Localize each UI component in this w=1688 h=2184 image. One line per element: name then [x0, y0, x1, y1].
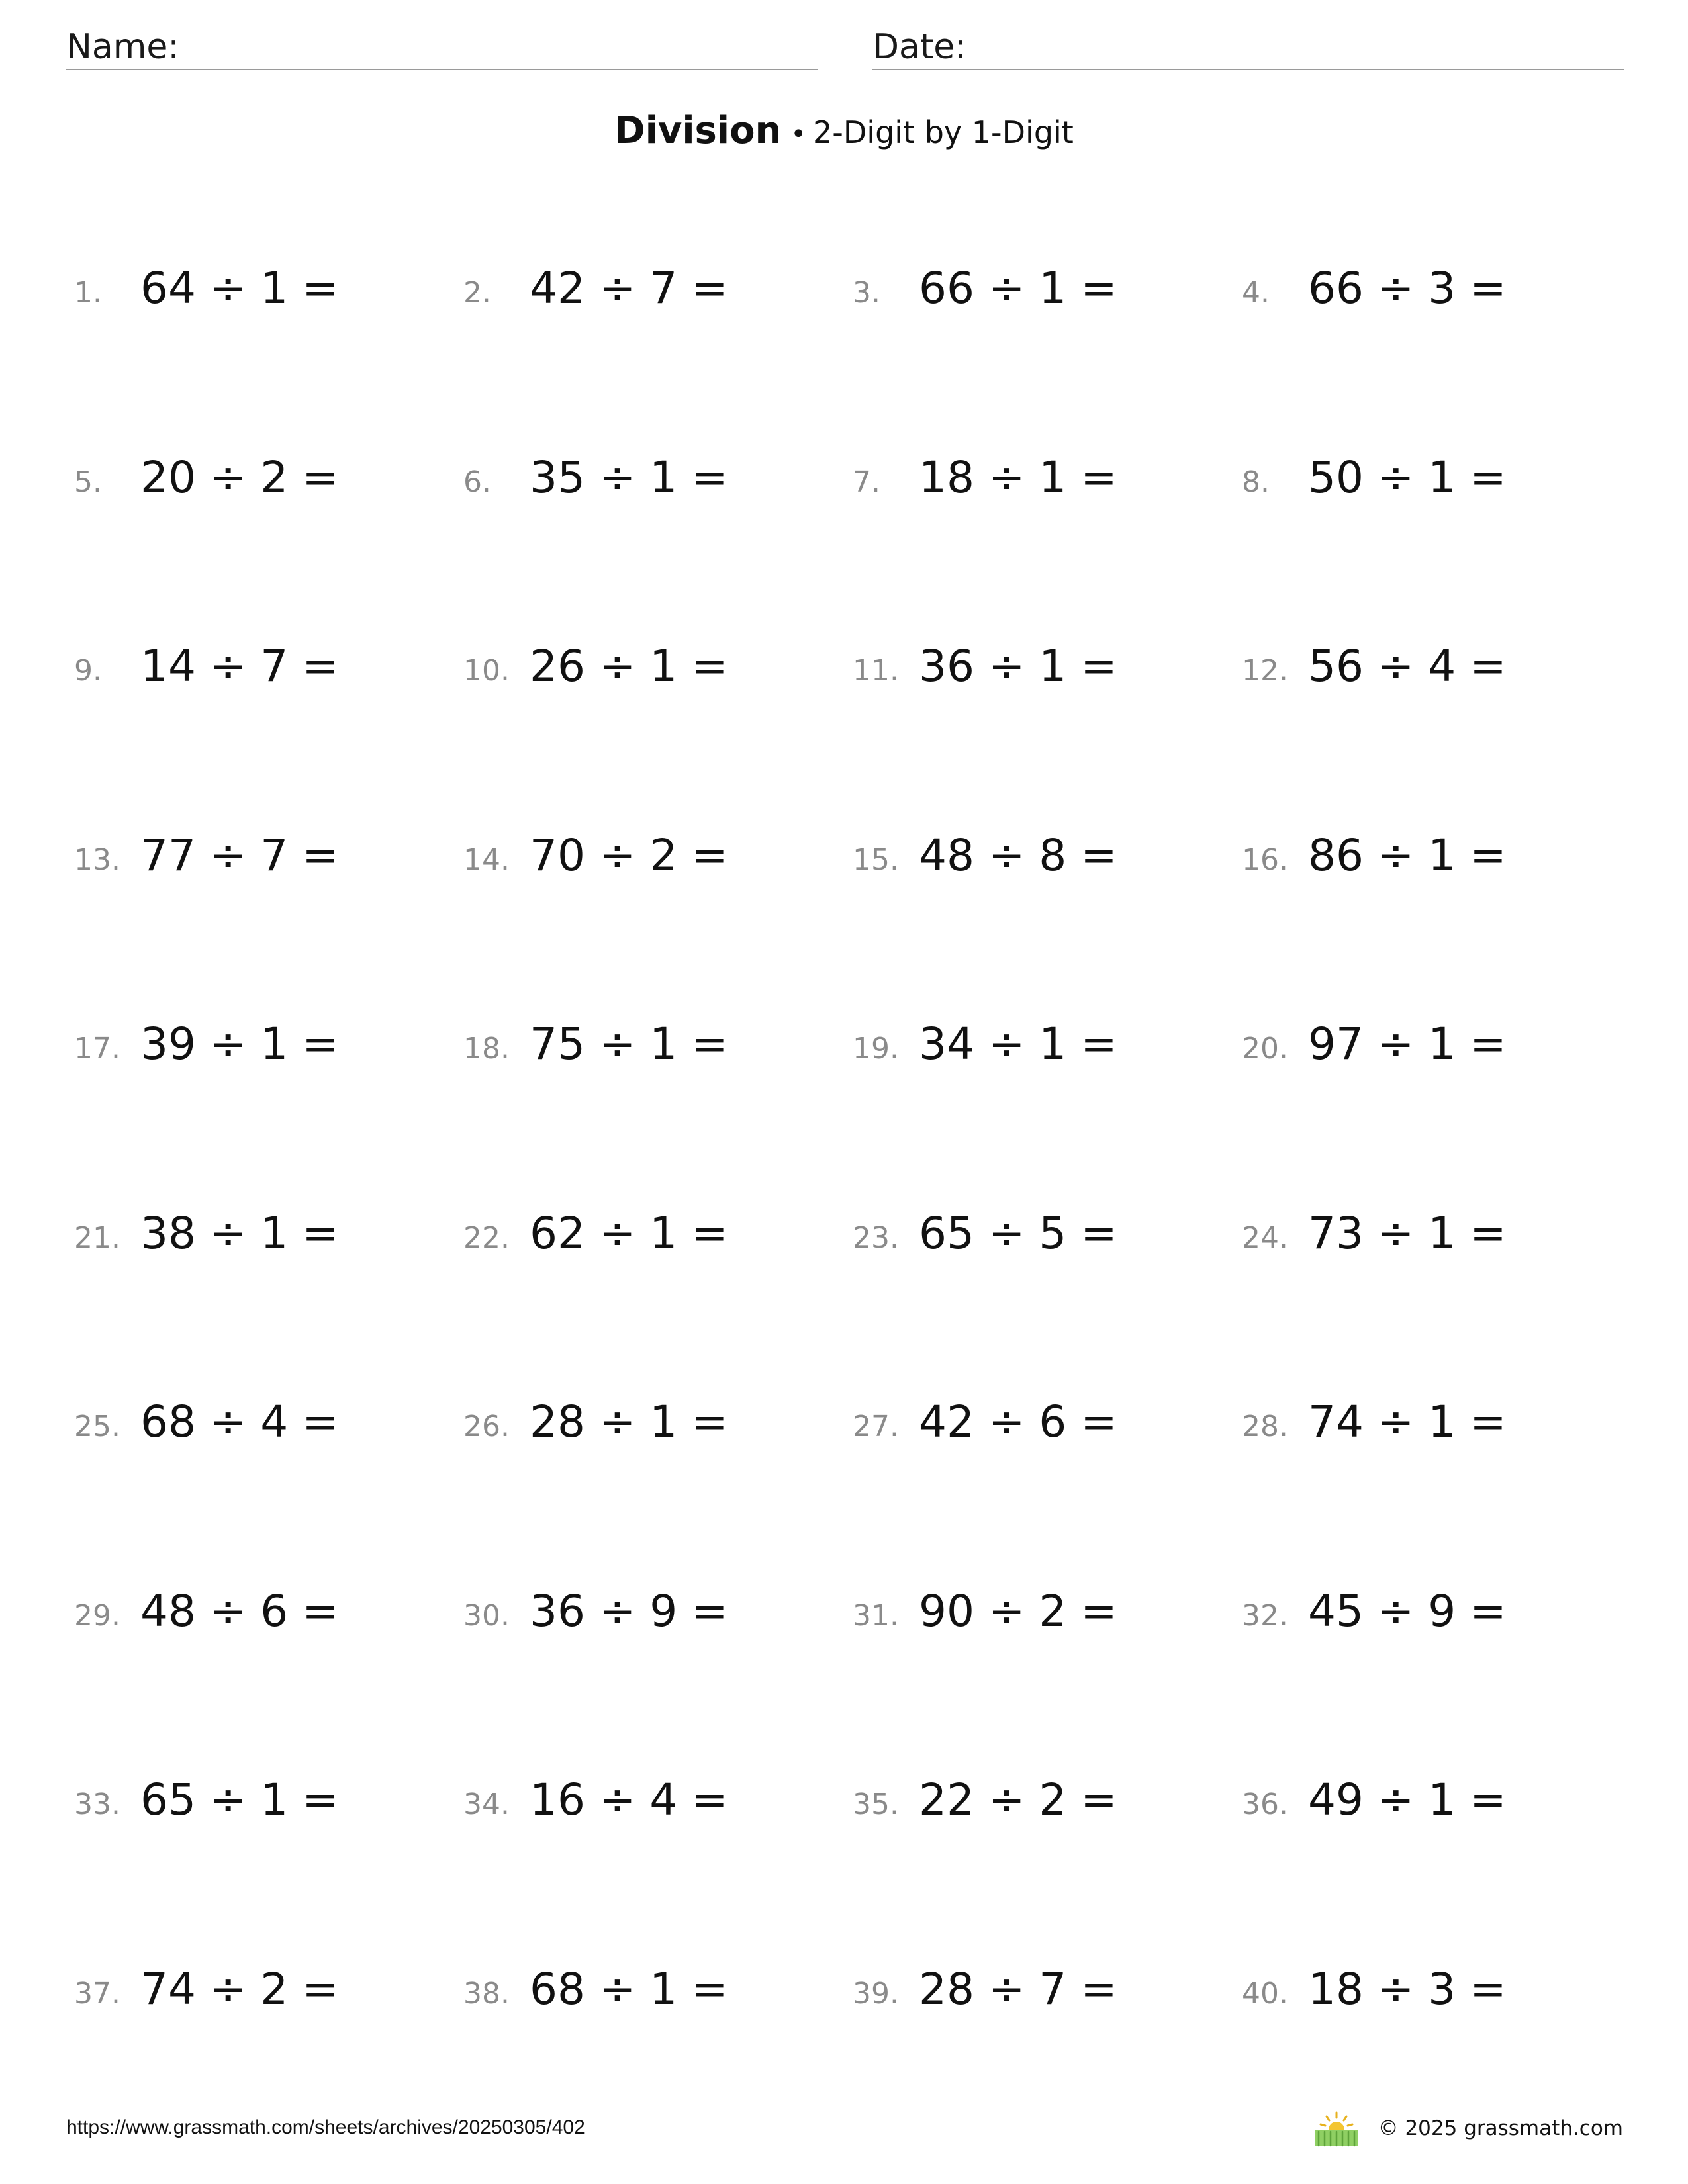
- problem-number: 8.: [1242, 465, 1270, 499]
- problem-item: [74, 1768, 445, 1835]
- problem-expression: 28 ÷ 7 =: [919, 1964, 1117, 2015]
- problem-item: [853, 1013, 1223, 1079]
- problem-item: [853, 257, 1223, 323]
- problem-expression: 26 ÷ 1 =: [530, 641, 728, 692]
- problem-expression: 39 ÷ 1 =: [140, 1019, 339, 1069]
- problem-expression: 36 ÷ 1 =: [919, 641, 1117, 692]
- problem-number: 31.: [853, 1599, 899, 1633]
- title-subtitle: 2-Digit by 1-Digit: [813, 114, 1074, 150]
- problem-expression: 16 ÷ 4 =: [530, 1774, 728, 1825]
- problem-item: [74, 1202, 445, 1268]
- problem-item: [1242, 1390, 1613, 1457]
- problem-expression: 74 ÷ 1 =: [1308, 1396, 1507, 1447]
- problem-expression: 14 ÷ 7 =: [140, 641, 339, 692]
- problem-expression: 90 ÷ 2 =: [919, 1586, 1117, 1637]
- problem-number: 36.: [1242, 1788, 1288, 1821]
- problem-item: [1242, 446, 1613, 512]
- footer-branding: [1312, 2109, 1623, 2148]
- date-label: Date:: [872, 27, 966, 67]
- problem-expression: 42 ÷ 7 =: [530, 263, 728, 314]
- title-main: Division: [614, 109, 782, 152]
- problem-number: 28.: [1242, 1410, 1288, 1443]
- problem-expression: 66 ÷ 1 =: [919, 263, 1117, 314]
- problem-expression: 65 ÷ 1 =: [140, 1774, 339, 1825]
- problem-expression: 20 ÷ 2 =: [140, 452, 339, 503]
- problem-expression: 97 ÷ 1 =: [1308, 1019, 1507, 1069]
- problem-number: 14.: [463, 843, 510, 877]
- problem-item: [1242, 1958, 1613, 2024]
- problem-item: [853, 1390, 1223, 1457]
- problem-number: 10.: [463, 654, 510, 688]
- problem-expression: 68 ÷ 4 =: [140, 1396, 339, 1447]
- problem-number: 38.: [463, 1977, 510, 2011]
- problem-item: [463, 1202, 834, 1268]
- problem-number: 19.: [853, 1032, 899, 1066]
- problem-expression: 49 ÷ 1 =: [1308, 1774, 1507, 1825]
- problem-item: [463, 1013, 834, 1079]
- problem-number: 29.: [74, 1599, 120, 1633]
- problem-number: 18.: [463, 1032, 510, 1066]
- problem-item: [1242, 1768, 1613, 1835]
- problem-number: 5.: [74, 465, 102, 499]
- problem-expression: 18 ÷ 3 =: [1308, 1964, 1507, 2015]
- problem-number: 20.: [1242, 1032, 1288, 1066]
- problem-expression: 22 ÷ 2 =: [919, 1774, 1117, 1825]
- problem-item: [463, 257, 834, 323]
- problem-item: [853, 1768, 1223, 1835]
- problem-number: 37.: [74, 1977, 120, 2011]
- problem-item: [853, 446, 1223, 512]
- problem-item: [463, 446, 834, 512]
- problem-expression: 77 ÷ 7 =: [140, 830, 339, 881]
- name-label: Name:: [66, 27, 179, 67]
- problem-expression: 66 ÷ 3 =: [1308, 263, 1507, 314]
- problem-number: 6.: [463, 465, 491, 499]
- problem-expression: 68 ÷ 1 =: [530, 1964, 728, 2015]
- problem-number: 23.: [853, 1221, 899, 1255]
- problem-expression: 38 ÷ 1 =: [140, 1208, 339, 1259]
- problem-expression: 34 ÷ 1 =: [919, 1019, 1117, 1069]
- problem-item: [1242, 1202, 1613, 1268]
- problem-item: [853, 1202, 1223, 1268]
- problem-item: [1242, 257, 1613, 323]
- problem-item: [74, 635, 445, 701]
- problem-number: 25.: [74, 1410, 120, 1443]
- grassmath-logo-icon: [1312, 2110, 1361, 2147]
- problem-number: 11.: [853, 654, 899, 688]
- problem-number: 9.: [74, 654, 102, 688]
- problem-expression: 48 ÷ 6 =: [140, 1586, 339, 1637]
- problem-item: [463, 1390, 834, 1457]
- date-field[interactable]: [872, 25, 1624, 70]
- problem-expression: 42 ÷ 6 =: [919, 1396, 1117, 1447]
- problem-number: 1.: [74, 276, 102, 310]
- problem-expression: 75 ÷ 1 =: [530, 1019, 728, 1069]
- problem-number: 3.: [853, 276, 880, 310]
- problem-item: [853, 824, 1223, 890]
- problem-number: 13.: [74, 843, 120, 877]
- problem-item: [74, 1580, 445, 1646]
- problem-item: [463, 1768, 834, 1835]
- problem-item: [1242, 635, 1613, 701]
- problem-expression: 36 ÷ 9 =: [530, 1586, 728, 1637]
- problem-number: 17.: [74, 1032, 120, 1066]
- footer-url: https://www.grassmath.com/sheets/archives/20250305/402: [66, 2116, 585, 2138]
- worksheet-title: [0, 105, 1688, 166]
- problem-expression: 18 ÷ 1 =: [919, 452, 1117, 503]
- problem-number: 7.: [853, 465, 880, 499]
- problem-expression: 56 ÷ 4 =: [1308, 641, 1507, 692]
- problem-number: 24.: [1242, 1221, 1288, 1255]
- problem-number: 4.: [1242, 276, 1270, 310]
- problem-expression: 70 ÷ 2 =: [530, 830, 728, 881]
- problem-item: [74, 1013, 445, 1079]
- problem-expression: 64 ÷ 1 =: [140, 263, 339, 314]
- name-field[interactable]: [66, 25, 818, 70]
- problem-number: 30.: [463, 1599, 510, 1633]
- problem-item: [74, 824, 445, 890]
- problem-number: 21.: [74, 1221, 120, 1255]
- problem-expression: 45 ÷ 9 =: [1308, 1586, 1507, 1637]
- problem-number: 22.: [463, 1221, 510, 1255]
- problem-item: [463, 824, 834, 890]
- problem-item: [853, 1958, 1223, 2024]
- problem-number: 39.: [853, 1977, 899, 2011]
- problem-item: [463, 1958, 834, 2024]
- problem-expression: 65 ÷ 5 =: [919, 1208, 1117, 1259]
- problem-expression: 74 ÷ 2 =: [140, 1964, 339, 2015]
- problem-expression: 86 ÷ 1 =: [1308, 830, 1507, 881]
- problem-number: 32.: [1242, 1599, 1288, 1633]
- problem-item: [1242, 1013, 1613, 1079]
- problem-item: [74, 1958, 445, 2024]
- problem-item: [1242, 824, 1613, 890]
- problem-expression: 50 ÷ 1 =: [1308, 452, 1507, 503]
- problem-item: [463, 1580, 834, 1646]
- problem-number: 2.: [463, 276, 491, 310]
- problem-expression: 48 ÷ 8 =: [919, 830, 1117, 881]
- problem-number: 16.: [1242, 843, 1288, 877]
- problem-number: 15.: [853, 843, 899, 877]
- problem-number: 35.: [853, 1788, 899, 1821]
- problem-number: 33.: [74, 1788, 120, 1821]
- title-separator: •: [790, 119, 806, 150]
- problem-expression: 62 ÷ 1 =: [530, 1208, 728, 1259]
- problem-item: [853, 635, 1223, 701]
- problem-item: [74, 446, 445, 512]
- problem-item: [74, 257, 445, 323]
- problem-expression: 73 ÷ 1 =: [1308, 1208, 1507, 1259]
- problem-item: [1242, 1580, 1613, 1646]
- problem-number: 26.: [463, 1410, 510, 1443]
- problem-number: 40.: [1242, 1977, 1288, 2011]
- problem-item: [74, 1390, 445, 1457]
- problem-expression: 35 ÷ 1 =: [530, 452, 728, 503]
- problem-number: 12.: [1242, 654, 1288, 688]
- copyright-text: © 2025 grassmath.com: [1378, 2116, 1623, 2140]
- problem-number: 27.: [853, 1410, 899, 1443]
- problem-expression: 28 ÷ 1 =: [530, 1396, 728, 1447]
- problem-item: [463, 635, 834, 701]
- problem-item: [853, 1580, 1223, 1646]
- problem-number: 34.: [463, 1788, 510, 1821]
